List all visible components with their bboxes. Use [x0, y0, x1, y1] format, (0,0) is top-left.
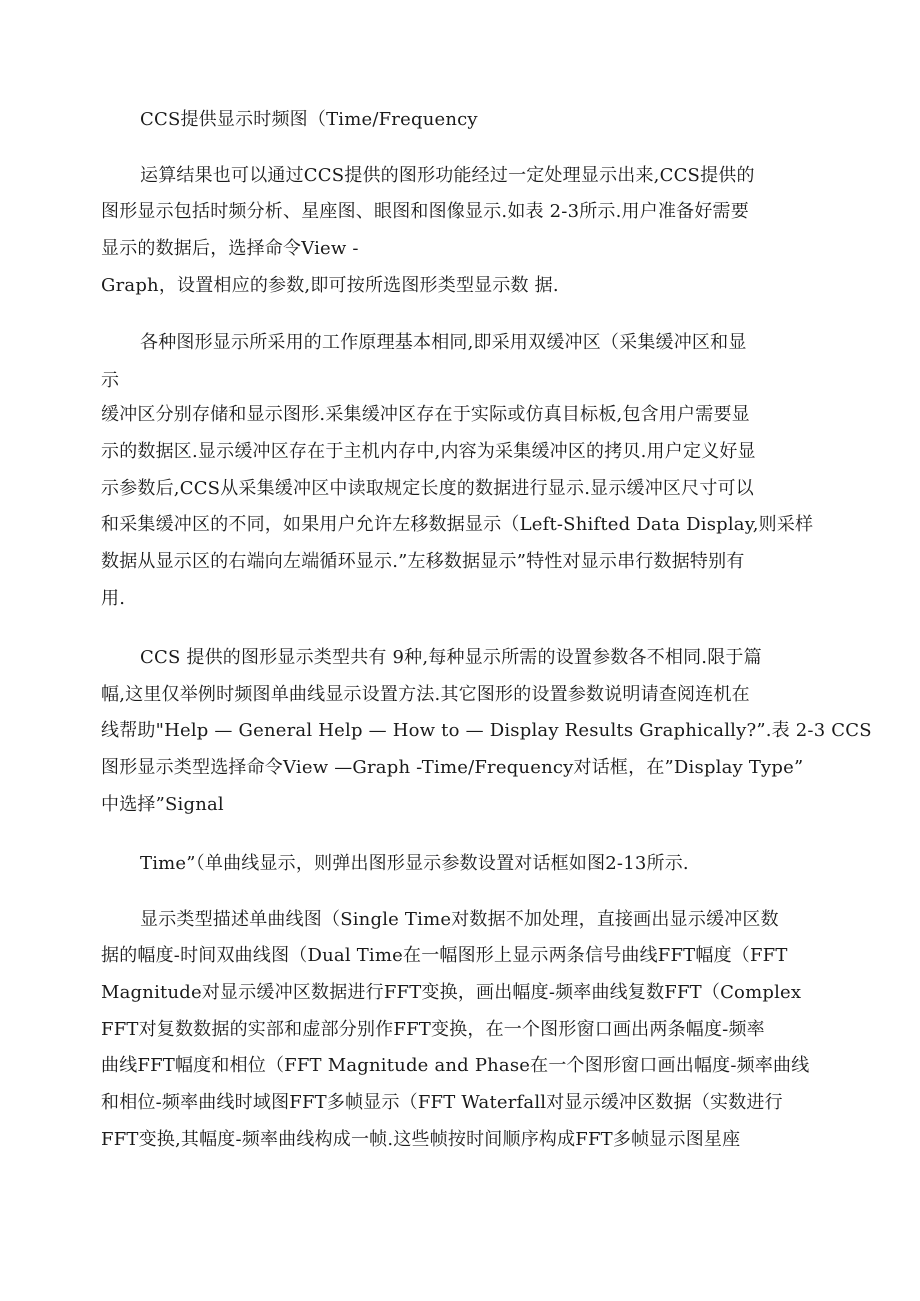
paragraph-line: 各种图形显示所采用的工作原理基本相同,即采用双缓冲区（采集缓冲区和显: [140, 332, 747, 353]
paragraph-line: 和相位-频率曲线时域图FFT多帧显示（FFT Waterfall对显示缓冲区数据（实数进行: [101, 1092, 783, 1113]
paragraph-line: 图形显示类型选择命令View —Graph -Time/Frequency对话框，在”Display Type”: [101, 757, 804, 778]
paragraph-line: 缓冲区分别存储和显示图形.采集缓冲区存在于实际或仿真目标板,包含用户需要显: [101, 404, 750, 425]
paragraph-line: 示的数据区.显示缓冲区存在于主机内存中,内容为采集缓冲区的拷贝.用户定义好显: [101, 441, 756, 462]
paragraph-line: 示参数后,CCS从采集缓冲区中读取规定长度的数据进行显示.显示缓冲区尺寸可以: [101, 478, 754, 499]
paragraph-line: Magnitude对显示缓冲区数据进行FFT变换，画出幅度-频率曲线复数FFT（Complex: [101, 982, 802, 1003]
paragraph-line: 图形显示包括时频分析、星座图、眼图和图像显示.如表 2-3所示.用户准备好需要: [101, 201, 749, 222]
paragraph-line: Graph，设置相应的参数,即可按所选图形类型显示数 据.: [101, 275, 559, 296]
paragraph-line: 中选择”Signal: [101, 794, 224, 815]
paragraph-line: CCS 提供的图形显示类型共有 9种,每种显示所需的设置参数各不相同.限于篇: [140, 647, 762, 668]
paragraph-line: 运算结果也可以通过CCS提供的图形功能经过一定处理显示出来,CCS提供的: [140, 165, 755, 186]
paragraph-line: 示: [101, 370, 120, 391]
section-title: CCS提供显示时频图（Time/Frequency: [140, 109, 478, 130]
paragraph-line: Time”（单曲线显示，则弹出图形显示参数设置对话框如图2-13所示.: [140, 853, 689, 874]
paragraph-line: 用.: [101, 588, 126, 609]
paragraph-line: 和采集缓冲区的不同，如果用户允许左移数据显示（Left-Shifted Data Display,则采样: [101, 514, 814, 535]
paragraph-line: 显示的数据后，选择命令View -: [101, 238, 359, 259]
paragraph-line: 据的幅度-时间双曲线图（Dual Time在一幅图形上显示两条信号曲线FFT幅度（FFT: [101, 945, 788, 966]
paragraph-line: FFT变换,其幅度-频率曲线构成一帧.这些帧按时间顺序构成FFT多帧显示图星座: [101, 1129, 741, 1150]
paragraph-line: 线帮助"Help — General Help — How to — Display Results Graphically?”.表 2-3 CCS: [101, 720, 872, 741]
paragraph-line: 数据从显示区的右端向左端循环显示.”左移数据显示”特性对显示串行数据特别有: [101, 551, 745, 572]
paragraph-line: FFT对复数数据的实部和虚部分别作FFT变换，在一个图形窗口画出两条幅度-频率: [101, 1019, 765, 1040]
paragraph-line: 幅,这里仅举例时频图单曲线显示设置方法.其它图形的设置参数说明请查阅连机在: [101, 684, 750, 705]
paragraph-line: 曲线FFT幅度和相位（FFT Magnitude and Phase在一个图形窗口画出幅度-频率曲线: [101, 1055, 810, 1076]
paragraph-line: 显示类型描述单曲线图（Single Time对数据不加处理，直接画出显示缓冲区数: [140, 909, 779, 930]
